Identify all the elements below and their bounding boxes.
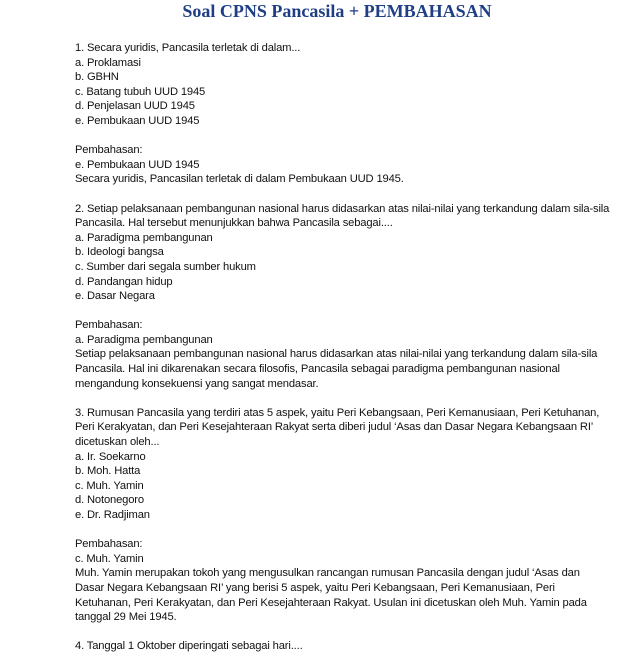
question-text: 2. Setiap pelaksanaan pembangunan nasional harus didasarkan atas nilai-nilai yang terkandung dalam sila-sila Pancasila. Hal tersebut menunjukkan bahwa Pancasila sebagai.... (75, 202, 610, 230)
answer: e. Pembukaan UUD 1945 (75, 158, 200, 171)
option: b. Moh. Hatta (75, 465, 141, 478)
option: d. Penjelasan UUD 1945 (75, 100, 195, 113)
explanation: Secara yuridis, Pancasilan terletak di dalam Pembukaan UUD 1945. (75, 173, 404, 186)
document-title: Soal CPNS Pancasila + PEMBAHASAN (182, 1, 492, 21)
question-text: 3. Rumusan Pancasila yang terdiri atas 5 aspek, yaitu Peri Kebangsaan, Peri Kemanusiaan, Peri Ketuhanan, Peri Kerakyatan, dan Peri Kesejahteraan Rakyat serta diberi judul ‘Asas dan Dasar Negara Kebangsaan RI’ dicetuskan oleh... (75, 406, 600, 449)
explanation: Setiap pelaksanaan pembangunan nasional harus didasarkan atas nilai-nilai yang terkandung dalam sila-sila Pancasila. Hal ini dikarenakan secara filosofis, Pancasila sebagai paradigma pembangunan nasional mengandung konsekuensi yang sangat mendasar. (75, 348, 598, 390)
discussion-2 (75, 318, 610, 391)
option: d. Notonegoro (75, 494, 144, 507)
discussion-label: Pembahasan: (75, 538, 143, 551)
option: b. Ideologi bangsa (75, 246, 164, 259)
option: a. Proklamasi (75, 56, 141, 69)
question-text: 1. Secara yuridis, Pancasila terletak di dalam... (75, 42, 301, 54)
option: c. Batang tubuh UUD 1945 (75, 85, 206, 98)
option: c. Muh. Yamin (75, 479, 144, 492)
question-3 (75, 406, 610, 523)
answer: a. Paradigma pembangunan (75, 333, 213, 346)
option: c. Sumber dari segala sumber hukum (75, 260, 256, 273)
explanation: Muh. Yamin merupakan tokoh yang mengusulkan rancangan rumusan Pancasila dengan judul ‘Asas dan Dasar Negara Kebangsaan RI’ yang berisi 5 aspek, yaitu Peri Kebangsaan, Peri Kemanusiaan, Peri Ketuhanan, Peri Kerakyatan, dan Peri Kesejahteraan Rakyat. Usulan ini dicetuskan oleh Muh. Yamin pada tanggal 29 Mei 1945. (75, 567, 587, 624)
discussion-label: Pembahasan: (75, 319, 143, 332)
option: a. Ir. Soekarno (75, 450, 146, 463)
discussion-1 (75, 143, 610, 187)
option: a. Paradigma pembangunan (75, 231, 213, 244)
question-4 (75, 639, 610, 654)
answer: c. Muh. Yamin (75, 552, 144, 565)
discussion-3 (75, 537, 610, 625)
option: e. Dasar Negara (75, 290, 155, 303)
option: e. Pembukaan UUD 1945 (75, 114, 200, 127)
option: e. Dr. Radjiman (75, 509, 150, 521)
question-2 (75, 202, 610, 304)
option: b. GBHN (75, 71, 119, 84)
option: d. Pandangan hidup (75, 275, 173, 288)
document-content (75, 41, 610, 669)
question-text: 4. Tanggal 1 Oktober diperingati sebagai hari.... (75, 640, 303, 653)
question-1 (75, 41, 610, 129)
discussion-label: Pembahasan: (75, 144, 143, 157)
